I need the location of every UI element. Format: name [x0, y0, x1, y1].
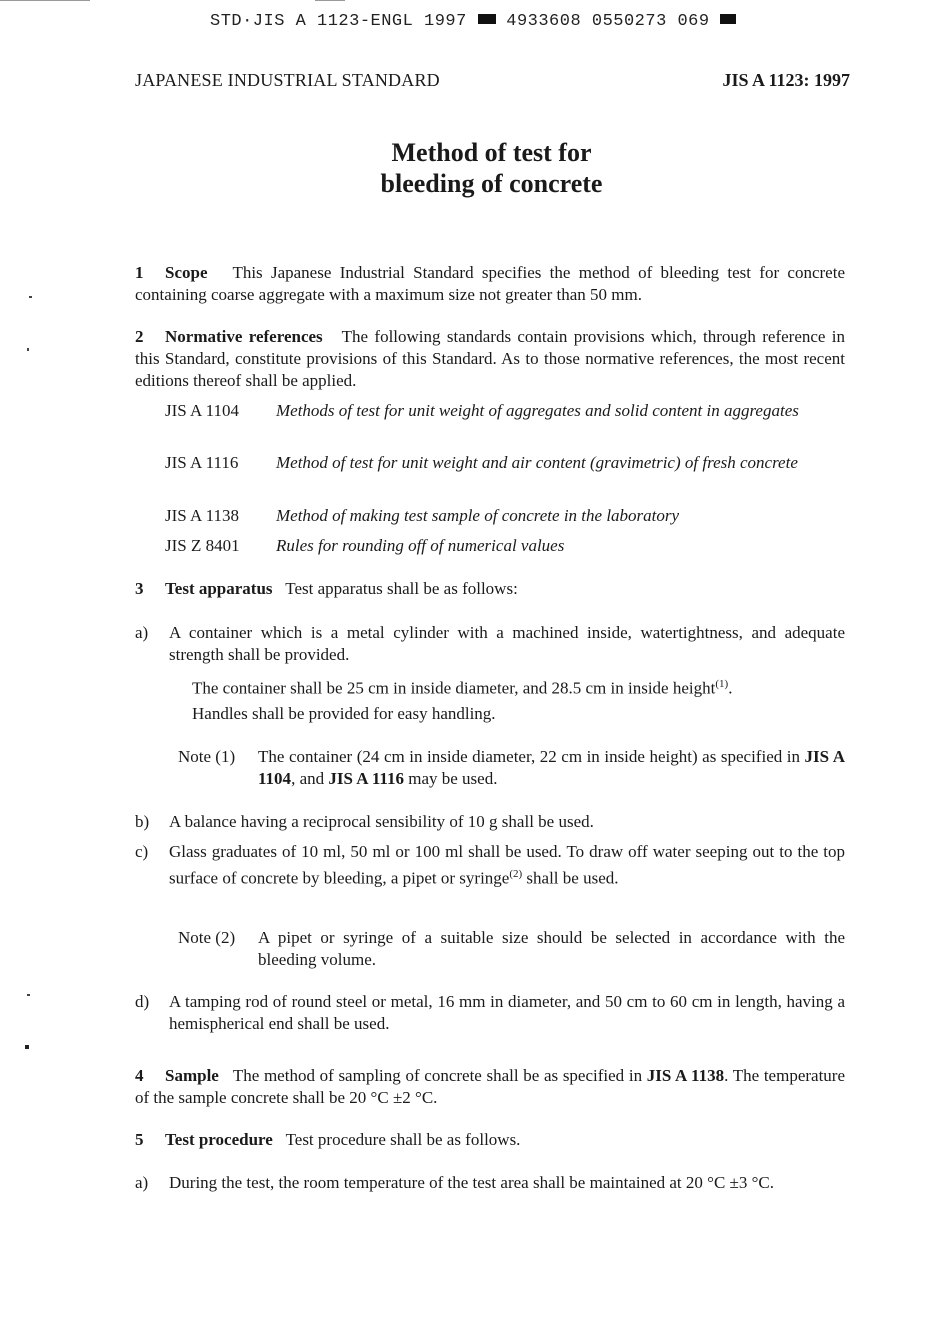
- section-number: 4: [135, 1066, 144, 1085]
- section-heading: Scope: [165, 263, 208, 282]
- item-label: d): [135, 992, 150, 1011]
- note-1: [178, 746, 845, 790]
- item-label: a): [135, 1173, 149, 1192]
- scan-speck: [29, 296, 32, 298]
- item-label: a): [135, 623, 149, 642]
- apparatus-item-c: [135, 841, 845, 890]
- section-heading: Normative references: [165, 327, 323, 346]
- reference-code: JIS A 1104: [165, 401, 240, 420]
- reference-code: JIS A 1116: [165, 453, 239, 472]
- redaction-block: [478, 14, 496, 24]
- section-number: 5: [135, 1130, 144, 1149]
- apparatus-item-d: [135, 991, 845, 1035]
- reference-title: Rules for rounding off of numerical values: [276, 536, 565, 555]
- note-2: [178, 927, 845, 971]
- section-test-apparatus: [135, 578, 845, 600]
- note-label: Note (1): [178, 747, 236, 766]
- note-text: A pipet or syringe of a suitable size should be selected in accordance with the bleeding volume.: [258, 928, 845, 969]
- section-heading: Test apparatus: [165, 579, 273, 598]
- section-heading: Test procedure: [165, 1130, 273, 1149]
- note-text: The container (24 cm in inside diameter, 22 cm in inside height) as specified in JIS A 1104, and JIS A 1116 may be used.: [258, 747, 845, 788]
- header-standard-name: JAPANESE INDUSTRIAL STANDARD: [135, 70, 440, 90]
- reference-code: JIS Z 8401: [165, 536, 240, 555]
- redaction-block: [720, 14, 736, 24]
- note-label: Note (2): [178, 928, 236, 947]
- scan-edge-line: [0, 0, 90, 1]
- section-text: This Japanese Industrial Standard specifies the method of bleeding test for concrete containing coarse aggregate with a maximum size not greater than 50 mm.: [135, 263, 845, 304]
- item-label: c): [135, 842, 149, 861]
- title-line-1: Method of test for: [391, 138, 592, 167]
- section-number: 3: [135, 579, 144, 598]
- section-normative-references: [135, 326, 845, 392]
- item-text: A tamping rod of round steel or metal, 16 mm in diameter, and 50 cm to 60 cm in length, having a hemispherical end shall be used.: [169, 992, 845, 1033]
- scan-speck: [27, 348, 29, 351]
- page-title: [0, 137, 950, 199]
- section-text: The following standards contain provisions which, through reference in this Standard, constitute provisions of this Standard. As to those normative references, the most recent editions thereof shall be applied.: [135, 327, 846, 390]
- apparatus-item-a-paragraph: Handles shall be provided for easy handling.: [192, 704, 496, 723]
- apparatus-item-b: [135, 811, 845, 833]
- scan-speck: [25, 1045, 29, 1049]
- reference-code: JIS A 1138: [165, 506, 240, 525]
- item-text: A balance having a reciprocal sensibility of 10 g shall be used.: [169, 812, 594, 831]
- procedure-item-a: [135, 1172, 845, 1194]
- section-text: Test apparatus shall be as follows:: [285, 579, 518, 598]
- title-line-2: bleeding of concrete: [380, 169, 603, 198]
- item-text: A container which is a metal cylinder with a machined inside, watertightness, and adequate strength shall be provided.: [169, 623, 845, 664]
- item-text: During the test, the room temperature of the test area shall be maintained at 20 °C ±3 °C.: [169, 1173, 775, 1192]
- reference-item: [165, 400, 845, 422]
- section-scope: [135, 262, 845, 306]
- stamp-part1: STD·JIS A 1123-ENGL 1997: [210, 12, 467, 31]
- reference-item: [165, 505, 845, 527]
- reference-title: Method of test for unit weight and air content (gravimetric) of fresh concrete: [276, 453, 798, 472]
- section-number: 2: [135, 327, 144, 346]
- section-test-procedure: [135, 1129, 845, 1151]
- reference-title: Method of making test sample of concrete in the laboratory: [276, 506, 680, 525]
- section-text: Test procedure shall be as follows.: [285, 1130, 521, 1149]
- scan-edge-line: [315, 0, 345, 1]
- apparatus-item-a-paragraph: The container shall be 25 cm in inside diameter, and 28.5 cm in inside height$^{(1)}$.: [192, 678, 733, 698]
- reference-item: [165, 535, 845, 557]
- reference-title: Methods of test for unit weight of aggregates and solid content in aggregates: [276, 401, 799, 420]
- header-standard-number: JIS A 1123: 1997: [722, 70, 850, 90]
- item-text: Glass graduates of 10 ml, 50 ml or 100 ml shall be used. To draw off water seeping out to the top surface of concrete by bleeding, a pipet or syringe$^{(2)}$ shall be used.: [169, 842, 845, 888]
- section-heading: Sample: [165, 1066, 219, 1085]
- stamp-part2: 4933608 0550273 069: [506, 12, 710, 31]
- scan-speck: [27, 994, 30, 996]
- section-sample: 4 Sample The method of sampling of concrete shall be as specified in JIS A 1138. The temperature of the sample concrete shall be 20 °C ±2 °C.: [135, 1066, 846, 1107]
- document-stamp: [210, 12, 736, 31]
- section-number: 1: [135, 263, 144, 282]
- apparatus-item-a: [135, 622, 845, 666]
- reference-item: [165, 452, 845, 474]
- item-label: b): [135, 812, 150, 831]
